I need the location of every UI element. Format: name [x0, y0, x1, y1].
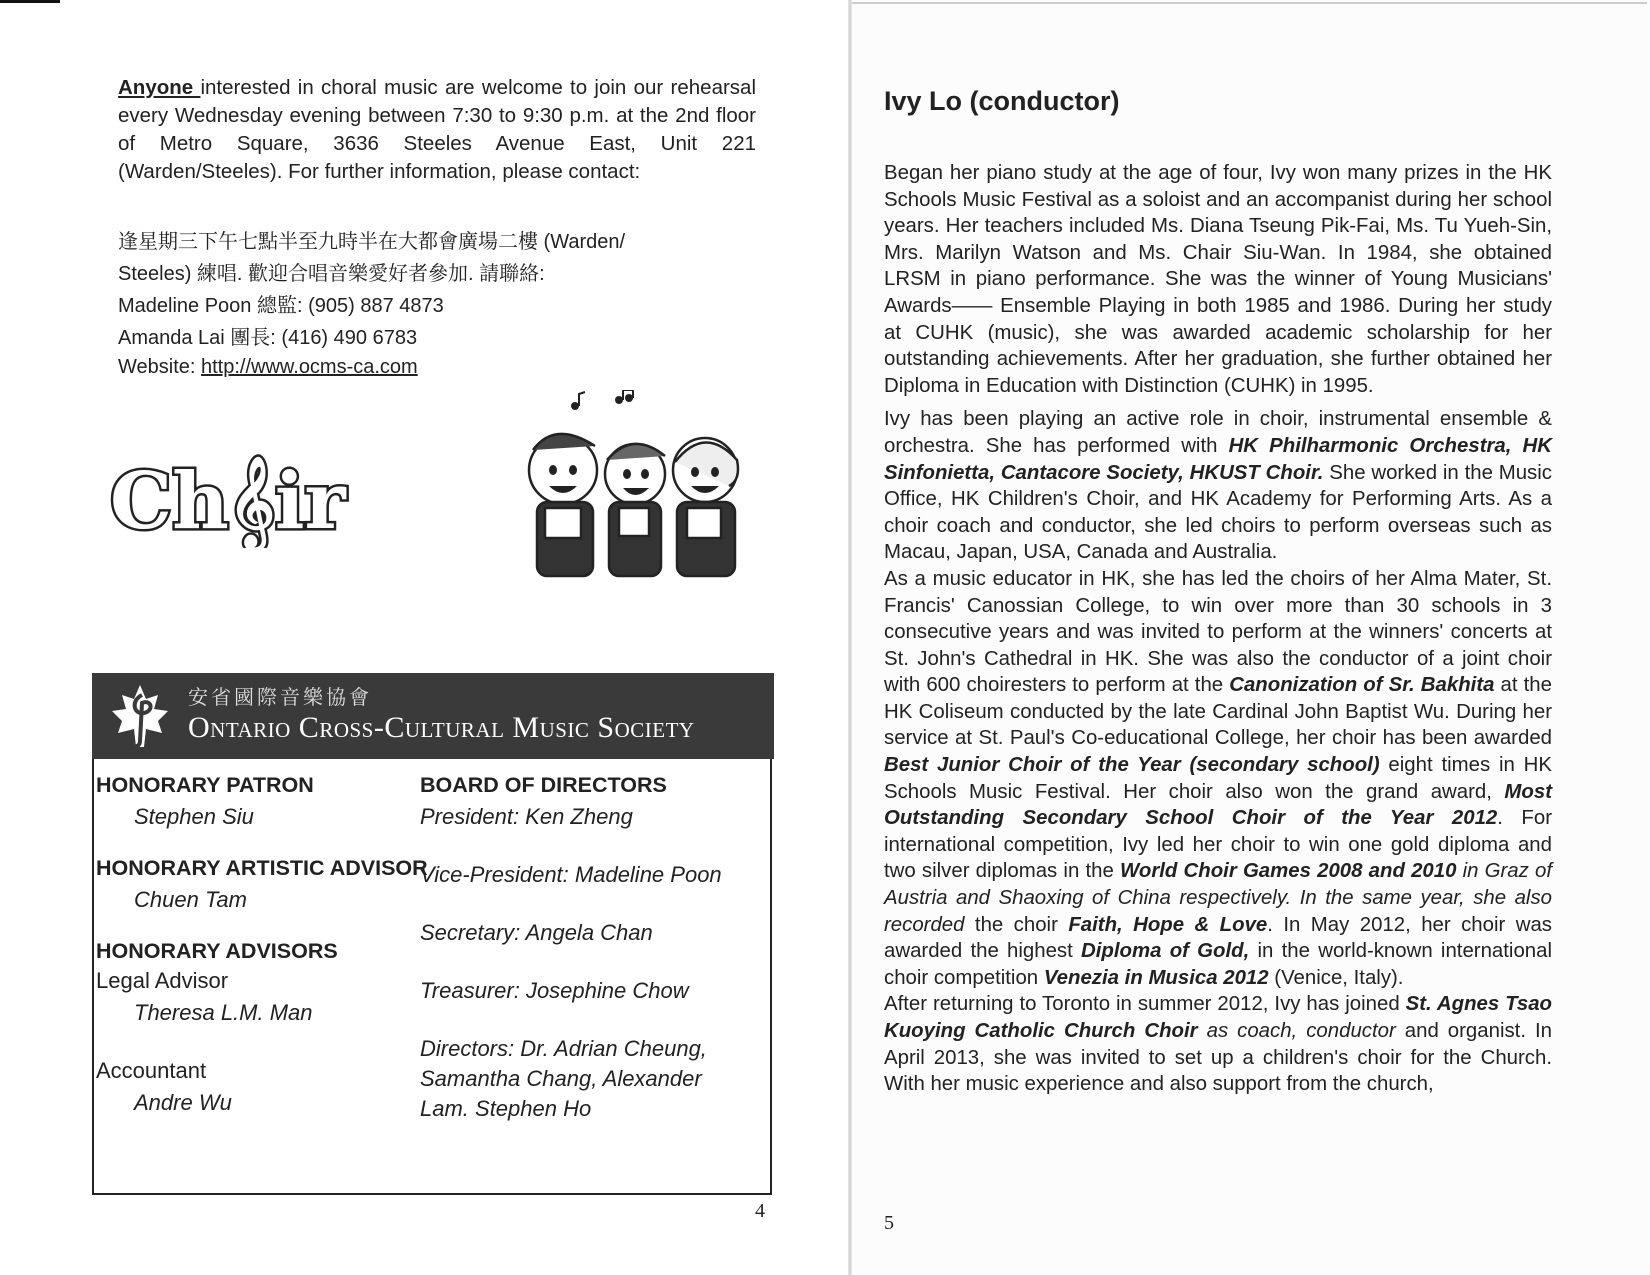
board-treasurer: Treasurer: Josephine Chow — [420, 978, 689, 1003]
contacts-block — [118, 226, 768, 380]
society-name-english: Ontario Cross-Cultural Music Society — [188, 711, 695, 744]
top-rule — [852, 2, 1647, 4]
board-secretary: Secretary: Angela Chan — [420, 920, 653, 945]
honorary-column — [96, 773, 428, 1116]
top-rule — [0, 0, 60, 3]
intro-underlined-word: Anyone — [118, 76, 201, 99]
society-banner — [92, 673, 774, 759]
legal-advisor-name: Theresa L.M. Man — [134, 1000, 313, 1025]
artistic-advisor-name: Chuen Tam — [134, 887, 247, 912]
conductor-title: Ivy Lo (conductor) — [884, 86, 1120, 116]
legal-advisor-label: Legal Advisor — [96, 968, 229, 993]
chinese-line-1: 逢星期三下午七點半至九時半在大都會廣場二樓 (Warden/ — [118, 231, 626, 253]
website-line — [118, 354, 768, 380]
choir-logo-text: Ch𝄞ir — [110, 456, 346, 547]
board-vice-president: Vice-President: Madeline Poon — [420, 862, 722, 887]
conductor-bio — [884, 160, 1552, 1098]
board-heading: BOARD OF DIRECTORS — [420, 773, 667, 797]
bio-paragraph-4: After returning to Toronto in summer 2012, Ivy has joined St. Agnes Tsao Kuoying Catholic Church Choir as coach, conductor and organist. In April 2013, she was invited to set up a children's choir for the Church. With her music experience and also support from the church, — [884, 993, 1553, 1096]
society-name-chinese: 安省國際音樂協會 — [188, 685, 372, 709]
intro-text: interested in choral music are welcome to join our rehearsal every Wednesday evening between 7:30 to 9:30 p.m. at the 2nd floor of Metro Square, 3636 Steeles Avenue East, Unit 221 (Warden/Steeles). For further information, please contact: — [118, 76, 756, 183]
directors-line-3: Lam. Stephen Ho — [420, 1096, 592, 1121]
artistic-advisor-heading: HONORARY ARTISTIC ADVISOR — [96, 856, 428, 880]
bio-paragraph-3: As a music educator in HK, she has led the choirs of her Alma Mater, St. Francis' Canossian College, to win over more than 30 schools in 3 consecutive years and was invited to perform at the winners' concerts at St. John's Cathedral in HK. She was also the conductor of a joint choir with 600 choiresters to perform at the Canonization of Sr. Bakhita at the HK Coliseum conducted by the late Cardinal John Baptist Wu. During her service at St. Paul's Co-educational College, her choir has been awarded Best Junior Choir of the Year (secondary school) eight times in HK Schools Music Festival. Her choir also won the grand award, Most Outstanding Secondary School Choir of the Year 2012. For international competition, Ivy led her choir to win one gold diploma and two silver diplomas in the World Choir Games 2008 and 2010 in Graz of Austria and Shaoxing of China respectively. In the same year, she also recorded the choir Faith, Hope & Love. In May 2012, her choir was awarded the highest Diploma of Gold, in the world-known international choir competition Venezia in Musica 2012 (Venice, Italy). — [884, 567, 1553, 989]
contact-amanda: Amanda Lai 團長: (416) 490 6783 — [118, 327, 418, 349]
board-column — [420, 773, 722, 1124]
board-directors — [420, 1034, 722, 1124]
board-president: President: Ken Zheng — [420, 804, 633, 829]
bio-paragraph-1: Began her piano study at the age of four, Ivy won many prizes in the HK Schools Music Festival as a soloist and an accompanist during her school years. Her teachers included Ms. Diana Tseung Pik-Fai, Ms. Tu Yueh-Sin, Mrs. Marilyn Watson and Ms. Chair Siu-Wan. In 1984, she obtained LRSM in piano performance. She was the winner of Young Musicians' Awards—— Ensemble Playing in both 1985 and 1986. During her study at CUHK (music), she was awarded academic scholarship for her outstanding achievements. After her graduation, she further obtained her Diploma in Education with Distinction (CUHK) in 1995. — [884, 162, 1552, 397]
society-box — [92, 673, 772, 1195]
rehearsal-intro — [118, 74, 756, 186]
right-page — [852, 0, 1650, 1275]
music-notes-icon — [571, 390, 633, 410]
honorary-advisors-heading: HONORARY ADVISORS — [96, 939, 338, 963]
choir-logo — [108, 448, 378, 548]
honorary-patron-heading: HONORARY PATRON — [96, 773, 314, 797]
honorary-patron-name: Stephen Siu — [134, 804, 254, 829]
chinese-line-2: Steeles) 練唱. 歡迎合唱音樂愛好者參加. 請聯絡: — [118, 263, 545, 285]
website-link[interactable]: http://www.ocms-ca.com — [201, 356, 418, 378]
website-label: Website: — [118, 356, 201, 378]
contact-madeline: Madeline Poon 總監: (905) 887 4873 — [118, 295, 444, 317]
page-number-right: 5 — [884, 1212, 894, 1234]
accountant-label: Accountant — [96, 1058, 207, 1083]
accountant-name: Andre Wu — [134, 1090, 232, 1115]
bio-paragraph-2: Ivy has been playing an active role in choir, instrumental ensemble & orchestra. She has performed with HK Philharmonic Orchestra, HK Sinfonietta, Cantacore Society, HKUST Choir. She worked in the Music Office, HK Children's Choir, and HK Academy for Performing Arts. As a choir coach and conductor, she led choirs to perform overseas such as Macau, Japan, USA, Canada and Australia. — [884, 408, 1552, 564]
page-number-left: 4 — [755, 1200, 765, 1222]
singing-kids-illustration — [515, 390, 755, 590]
directors-line-1: Directors: Dr. Adrian Cheung, — [420, 1036, 707, 1061]
maple-leaf-treble-clef-icon — [100, 681, 180, 753]
directors-line-2: Samantha Chang, Alexander — [420, 1066, 702, 1091]
